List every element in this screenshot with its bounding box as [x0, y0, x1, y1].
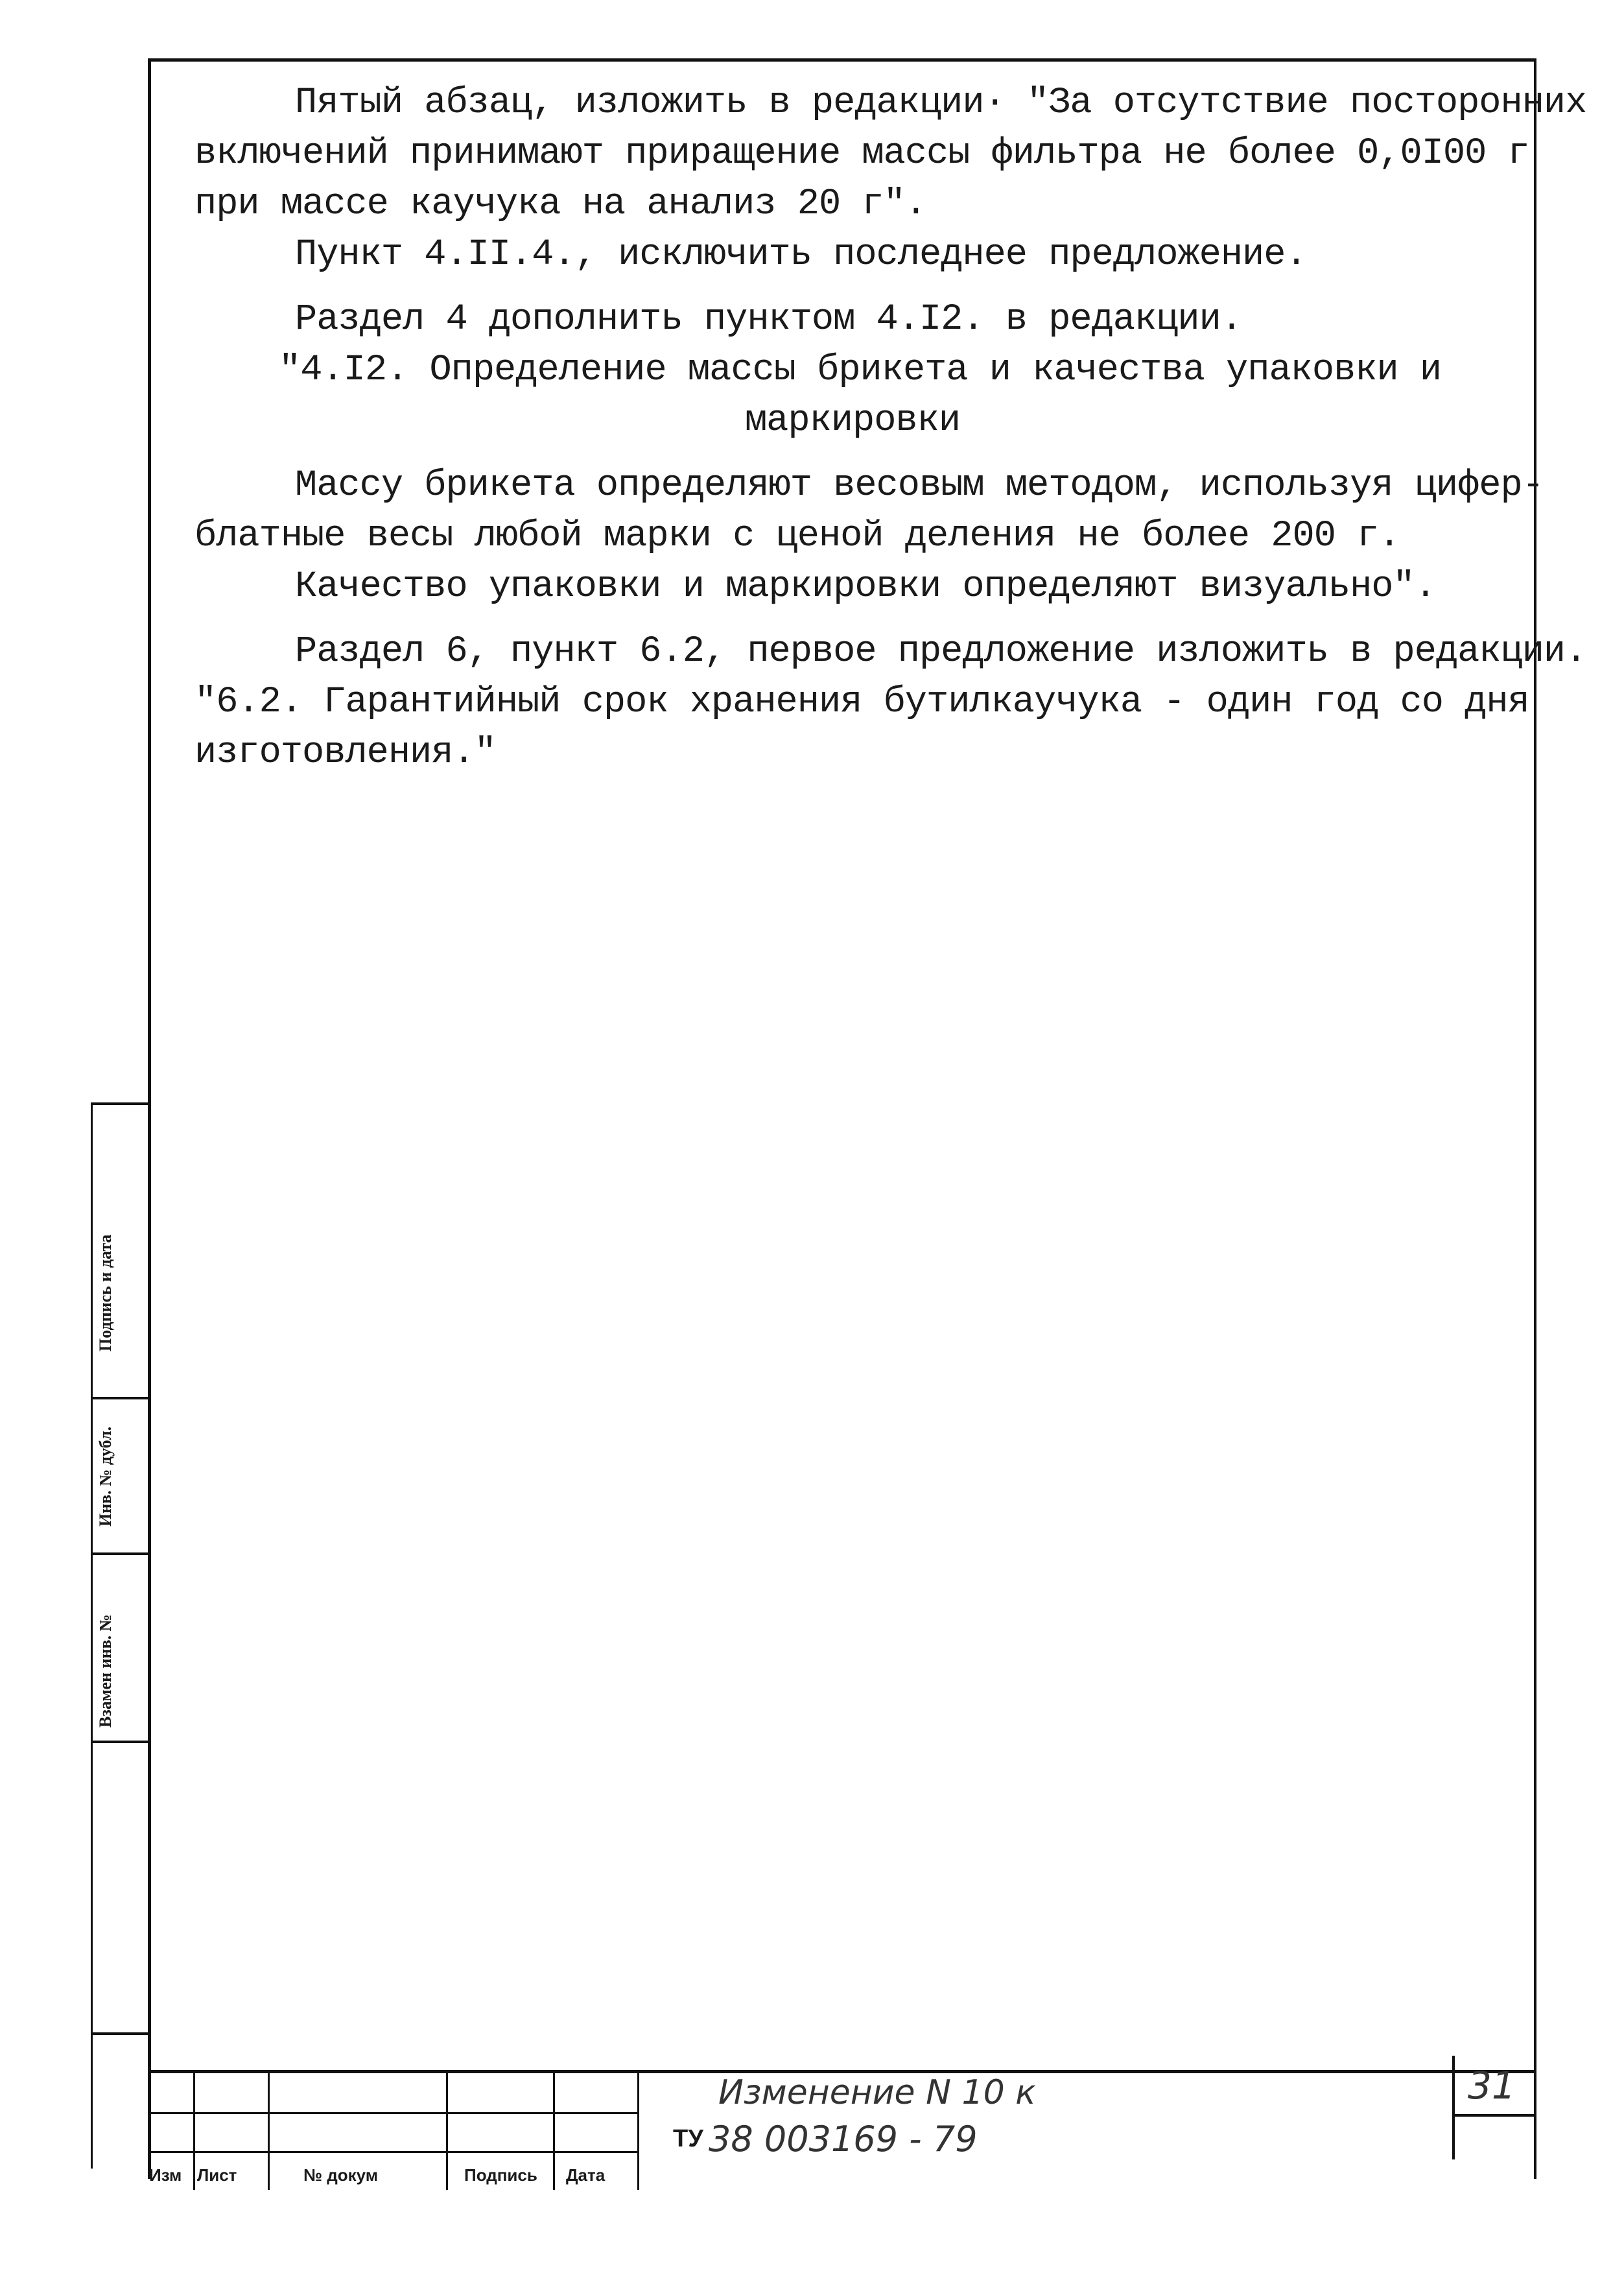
page-number: 31	[1468, 2063, 1516, 2108]
text-line: при массе каучука на анализ 20 г".	[194, 184, 926, 225]
text-line: изготовления."	[194, 732, 496, 774]
side-label-dup-no: Инв. № дубл.	[96, 1426, 115, 1527]
change-note: Изменение N 10 к	[718, 2073, 1036, 2112]
title-block	[148, 2070, 1536, 2190]
page-number-box	[1452, 2056, 1539, 2159]
text-line: Пятый абзац, изложить в редакции· "За отсутствие посторонних	[295, 82, 1587, 124]
text-line: Качество упаковки и маркировки определяют визуально".	[295, 566, 1436, 608]
tu-prefix: ТУ	[673, 2125, 703, 2152]
text-line: Раздел 6, пункт 6.2, первое предложение изложить в редакции.	[295, 631, 1587, 672]
col-doc-label: № докум	[303, 2165, 378, 2185]
section-heading: "4.I2. Определение массы брикета и качества упаковки и	[279, 350, 1442, 391]
text-line: "6.2. Гарантийный срок хранения бутилкаучука - один год со дня	[194, 682, 1529, 723]
col-list-label: Лист	[197, 2165, 237, 2185]
col-izm-label: Изм	[149, 2165, 182, 2185]
text-line: блатные весы любой марки с ценой деления не более 200 г.	[194, 516, 1400, 557]
text-line: Раздел 4 дополнить пунктом 4.I2. в редакции.	[295, 299, 1243, 340]
side-label-inv-no: Взамен инв. №	[96, 1614, 115, 1728]
tu-number: 38 003169 - 79	[709, 2119, 978, 2159]
col-date-label: Дата	[566, 2165, 606, 2185]
side-label-sign-date: Подпись и дата	[96, 1234, 115, 1351]
text-line: Пункт 4.II.4., исключить последнее предложение.	[295, 234, 1307, 276]
binding-strip	[91, 1102, 148, 2169]
section-heading-cont: маркировки	[744, 400, 961, 442]
col-sign-label: Подпись	[464, 2165, 537, 2185]
text-line: Массу брикета определяют весовым методом, используя цифер-	[295, 465, 1544, 506]
text-line: включений принимают приращение массы фильтра не более 0,0I00 г	[194, 133, 1529, 174]
document-body	[194, 78, 1587, 778]
